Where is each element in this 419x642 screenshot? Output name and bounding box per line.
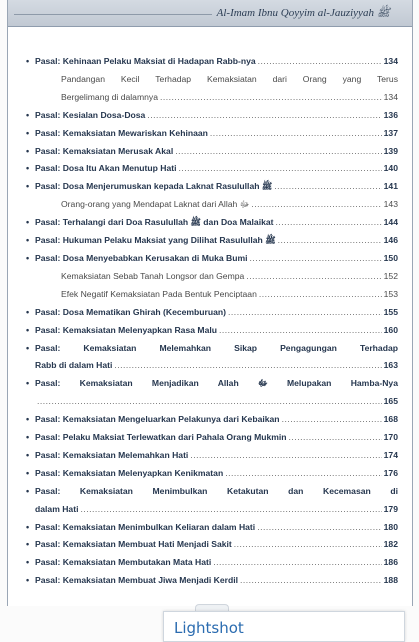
- toc-entry-title: Pasal: Kehinaan Pelaku Maksiat di Hadapan Rabb-nya: [35, 56, 256, 66]
- toc-entry[interactable]: [26, 340, 398, 376]
- toc-page-number: 179: [383, 503, 398, 514]
- toc-entry-title: Efek Negatif Kemaksiatan Pada Bentuk Penciptaan: [61, 288, 257, 299]
- header-rule: [14, 14, 212, 15]
- toc-entry-title: Pasal: Pelaku Maksiat Terlewatkan dari Pahala Orang Mukmin: [35, 432, 287, 443]
- toc-page-number: 134: [383, 91, 398, 102]
- dot-leader: [257, 519, 381, 537]
- toc-page-number: 186: [383, 557, 398, 568]
- dot-leader: [259, 286, 382, 304]
- bullet-icon: •: [26, 485, 30, 496]
- toc-entry[interactable]: [35, 196, 398, 214]
- toc-entry-line: [35, 71, 398, 89]
- toc-page-number: 146: [383, 235, 398, 246]
- toc-entry-title: Pasal: Kemaksiatan Menimbulkan Ketakutan dan Kecemasan di: [35, 485, 398, 496]
- toc-entry-line: [26, 340, 398, 358]
- bullet-icon: •: [26, 235, 30, 246]
- toc-entry-title: Pasal: Kemaksiatan Merusak Akal: [35, 145, 174, 156]
- toc-entry-title: Orang-orang yang Mendapat Laknat dari Allah ﷻ: [61, 199, 250, 210]
- bullet-icon: •: [26, 306, 30, 317]
- toc-page-number: 155: [383, 306, 398, 317]
- toc-entry-title: Pandangan Kecil Terhadap Kemaksiatan dari Orang yang Terus: [61, 73, 398, 84]
- bullet-icon: •: [26, 432, 30, 443]
- dot-leader: [274, 178, 381, 196]
- toc-entry[interactable]: [26, 53, 398, 71]
- honorific-glyph: ﷺ: [376, 7, 390, 19]
- toc-entry[interactable]: [26, 107, 398, 125]
- toc-entry[interactable]: [26, 483, 398, 519]
- running-title-text: Al-Imam Ibnu Qoyyim al-Jauziyyah: [216, 7, 374, 19]
- dot-leader: [228, 304, 382, 322]
- dot-leader: [213, 554, 381, 572]
- toc-page-number: 134: [383, 56, 398, 66]
- toc-entry-cont-text: Bergelimang di dalamnya: [61, 91, 158, 102]
- dot-leader: [190, 447, 381, 465]
- dot-leader: [179, 160, 382, 178]
- dot-leader: [250, 250, 382, 268]
- bullet-icon: •: [26, 252, 30, 263]
- running-title: [217, 6, 390, 22]
- bullet-icon: •: [26, 56, 30, 66]
- toc-entry-title: Pasal: Kesialan Dosa-Dosa: [35, 109, 146, 120]
- dot-leader: [251, 196, 381, 214]
- toc-entry[interactable]: [26, 125, 398, 143]
- toc-entry-title: Pasal: Kemaksiatan Membuat Jiwa Menjadi Kerdil: [35, 575, 238, 586]
- toc-entry[interactable]: [26, 178, 398, 196]
- dot-leader: [234, 536, 382, 554]
- toc-entry-title: Pasal: Dosa Menyebabkan Kerusakan di Muka Bumi: [35, 252, 248, 263]
- toc-page-number: 152: [383, 270, 398, 281]
- toc-entry[interactable]: [26, 411, 398, 429]
- toc-entry-title: Pasal: Kemaksiatan Melenyapkan Kenikmatan: [35, 467, 224, 478]
- toc-page-number: 168: [383, 414, 398, 425]
- toc-entry-title: Pasal: Kemaksiatan Mengeluarkan Pelakunya dari Kebaikan: [35, 414, 280, 425]
- dot-leader: [225, 465, 381, 483]
- toc-entry-continuation: [35, 501, 398, 519]
- toc-entry-title: Kemaksiatan Sebab Tanah Longsor dan Gempa: [61, 270, 245, 281]
- dot-leader: [219, 322, 382, 340]
- toc-entry-title: Pasal: Kemaksiatan Melenyapkan Rasa Malu: [35, 324, 217, 335]
- toc-entry-title: Pasal: Terhalangi dari Doa Rasulullah ﷺ dan Doa Malaikat: [35, 217, 274, 228]
- toc-page-number: 182: [383, 539, 398, 550]
- toc-entry-title: Pasal: Kemaksiatan Membutakan Mata Hati: [35, 557, 212, 568]
- bullet-icon: •: [26, 557, 30, 568]
- toc-page-number: 176: [383, 467, 398, 478]
- toc-page-number: 139: [383, 145, 398, 156]
- toc-page-number: 136: [383, 109, 398, 120]
- toc-page-number: 143: [383, 199, 398, 210]
- toc-page-number: 140: [383, 163, 398, 174]
- toc-entry-title: Pasal: Kemaksiatan Mewariskan Kehinaan: [35, 127, 208, 138]
- bullet-icon: •: [26, 575, 30, 586]
- dot-leader: [175, 143, 381, 161]
- bullet-icon: •: [26, 109, 30, 120]
- toc-entry-title: Pasal: Dosa Mematikan Ghirah (Kecemburuan): [35, 306, 227, 317]
- toc-entry[interactable]: [35, 286, 398, 304]
- toc-entry[interactable]: [26, 572, 398, 590]
- bullet-icon: •: [26, 414, 30, 425]
- toc-entry-title: Pasal: Kemaksiatan Menjadikan Allah ﷻ Melupakan Hamba-Nya: [35, 378, 398, 389]
- bullet-icon: •: [26, 163, 30, 174]
- toc-page-number: 160: [383, 324, 398, 335]
- bullet-icon: •: [26, 181, 30, 192]
- dot-leader: [276, 214, 382, 232]
- dot-leader: [37, 393, 382, 411]
- toc-entry[interactable]: [26, 143, 398, 161]
- bullet-icon: •: [26, 217, 30, 228]
- bullet-icon: •: [26, 539, 30, 550]
- dot-leader: [258, 53, 382, 71]
- toc-page-number: 150: [383, 252, 398, 263]
- bullet-icon: •: [26, 324, 30, 335]
- table-of-contents: [26, 53, 398, 590]
- bullet-icon: •: [26, 449, 30, 460]
- bullet-icon: •: [26, 127, 30, 138]
- toc-entry[interactable]: [26, 214, 398, 232]
- page-header: [8, 0, 412, 27]
- toc-entry[interactable]: [26, 160, 398, 178]
- toc-page-number: 153: [383, 288, 398, 299]
- toc-entry-title: Pasal: Kemaksiatan Menimbulkan Keliaran dalam Hati: [35, 521, 256, 532]
- toc-page-number: 137: [383, 127, 398, 138]
- toc-page-number: 170: [383, 432, 398, 443]
- toc-entry[interactable]: [26, 429, 398, 447]
- toc-entry-continuation: [35, 89, 398, 107]
- toc-entry-cont-text: dalam Hati: [35, 503, 79, 514]
- bullet-icon: •: [26, 342, 30, 353]
- dot-leader: [160, 89, 382, 107]
- dot-leader: [246, 268, 381, 286]
- toc-page-number: 163: [383, 360, 398, 371]
- toc-entry-title: Pasal: Kemaksiatan Membuat Hati Menjadi Sakit: [35, 539, 232, 550]
- toc-entry-line: [26, 483, 398, 501]
- toc-page-number: 174: [383, 449, 398, 460]
- toc-entry-title: Pasal: Dosa Itu Akan Menutup Hati: [35, 163, 177, 174]
- dot-leader: [278, 232, 382, 250]
- toc-entry[interactable]: [26, 465, 398, 483]
- toc-entry[interactable]: [35, 71, 398, 107]
- bullet-icon: •: [26, 145, 30, 156]
- dot-leader: [240, 572, 382, 590]
- book-page: [7, 0, 413, 606]
- lightshot-label: Lightshot: [174, 619, 244, 637]
- toc-entry-title: Pasal: Hukuman Pelaku Maksiat yang Dilihat Rasulullah ﷺ: [35, 235, 276, 246]
- toc-entry-title: Pasal: Dosa Menjerumuskan kepada Laknat Rasulullah ﷺ: [35, 181, 273, 192]
- toc-page-number: 144: [383, 217, 398, 228]
- toc-entry[interactable]: [26, 536, 398, 554]
- toc-page-number: 165: [383, 396, 398, 407]
- dot-leader: [147, 107, 381, 125]
- toc-entry[interactable]: [26, 304, 398, 322]
- toc-entry[interactable]: [26, 322, 398, 340]
- toc-page-number: 188: [383, 575, 398, 586]
- toc-entry-title: Pasal: Kemaksiatan Melemahkan Hati: [35, 449, 189, 460]
- toc-entry[interactable]: [26, 375, 398, 411]
- toc-entry[interactable]: [26, 554, 398, 572]
- toc-entry-title: Pasal: Kemaksiatan Melemahkan Sikap Pengagungan Terhadap: [35, 342, 398, 353]
- toc-entry-continuation: [35, 357, 398, 375]
- bullet-icon: •: [26, 521, 30, 532]
- toc-entry-cont-text: Rabb di dalam Hati: [35, 360, 113, 371]
- toc-page-number: 141: [383, 181, 398, 192]
- lightshot-popup[interactable]: [163, 611, 405, 642]
- dot-leader: [282, 411, 382, 429]
- bullet-icon: •: [26, 467, 30, 478]
- toc-entry[interactable]: [26, 519, 398, 537]
- toc-entry[interactable]: [26, 447, 398, 465]
- bullet-icon: •: [26, 378, 30, 389]
- toc-entry[interactable]: [26, 250, 398, 268]
- toc-entry-continuation: [35, 393, 398, 411]
- toc-entry[interactable]: [35, 268, 398, 286]
- toc-page-number: 180: [383, 521, 398, 532]
- toc-entry-line: [26, 375, 398, 393]
- dot-leader: [80, 501, 381, 519]
- dot-leader: [210, 125, 382, 143]
- dot-leader: [289, 429, 382, 447]
- dot-leader: [114, 357, 381, 375]
- toc-entry[interactable]: [26, 232, 398, 250]
